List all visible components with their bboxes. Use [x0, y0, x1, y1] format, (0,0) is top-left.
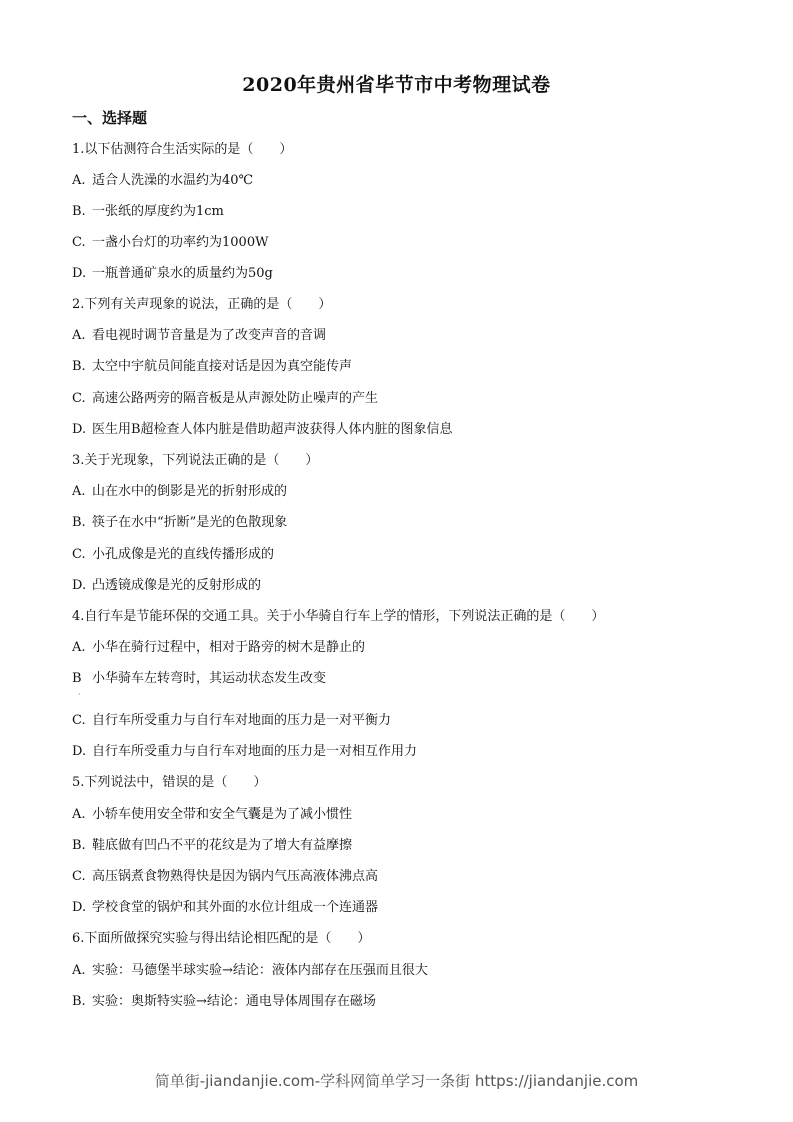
q1-option-b [72, 203, 224, 221]
option-letter: A. [72, 173, 86, 188]
option-letter: A. [72, 328, 86, 343]
option-text: 山在水中的倒影是光的折射形成的 [92, 484, 288, 499]
option-text: 小华骑车左转弯时，其运动状态发生改变 [92, 671, 327, 686]
option-text: 筷子在水中“折断”是光的色散现象 [92, 515, 288, 530]
q4-stem: 4.自行车是节能环保的交通工具。关于小华骑自行车上学的情形，下列说法正确的是（ ） [72, 609, 605, 624]
option-text: 看电视时调节音量是为了改变声音的音调 [92, 328, 327, 343]
q1-option-c [72, 234, 268, 252]
q3-stem: 3.关于光现象，下列说法正确的是（ ） [72, 453, 319, 468]
q5-option-b [72, 837, 352, 855]
option-text: 太空中宇航员间能直接对话是因为真空能传声 [92, 359, 353, 374]
option-letter: C. [72, 869, 86, 884]
q2-stem: 2.下列有关声现象的说法，正确的是（ ） [72, 297, 332, 312]
option-letter: D. [72, 578, 87, 593]
option-text: 实验：奥斯特实验→结论：通电导体周围存在磁场 [92, 994, 376, 1009]
option-text: 高速公路两旁的隔音板是从声源处防止噪声的产生 [92, 391, 379, 406]
q3-option-a [72, 483, 287, 501]
q2-option-c [72, 390, 378, 408]
option-letter: B. [72, 515, 86, 530]
q3-option-d [72, 577, 261, 595]
q4-option-d [72, 743, 417, 761]
section-heading: 一、选择题 [72, 109, 148, 127]
option-text: 小孔成像是光的直线传播形成的 [92, 547, 275, 562]
q5-option-c [72, 868, 378, 886]
option-text: 小华在骑行过程中，相对于路旁的树木是静止的 [92, 640, 366, 655]
option-text: 凸透镜成像是光的反射形成的 [92, 578, 262, 593]
page-title: 2020年贵州省毕节市中考物理试卷 [242, 74, 551, 96]
q5-option-d [72, 899, 378, 917]
option-letter: D. [72, 422, 87, 437]
q2-option-d [72, 421, 453, 439]
option-text: 实验：马德堡半球实验→结论：液体内部存在压强而且很大 [92, 963, 428, 978]
option-text: 医生用B超检查人体内脏是借助超声波获得人体内脏的图象信息 [92, 422, 453, 437]
q4-option-c [72, 712, 391, 730]
option-text: 自行车所受重力与自行车对地面的压力是一对平衡力 [92, 713, 392, 728]
q6-option-b [72, 993, 376, 1011]
q4-option-b [72, 670, 326, 688]
option-letter: D. [72, 900, 87, 915]
q1-option-a [72, 172, 253, 190]
option-text: 适合人洗澡的水温约为40℃ [92, 173, 254, 188]
option-text: 自行车所受重力与自行车对地面的压力是一对相互作用力 [92, 744, 418, 759]
option-letter: A. [72, 484, 86, 499]
q2-option-b [72, 358, 352, 376]
option-text: 一张纸的厚度约为1cm [92, 204, 224, 219]
option-letter: A. [72, 807, 86, 822]
q2-option-a [72, 327, 326, 345]
option-letter: A. [72, 963, 86, 978]
option-letter: B. [72, 359, 86, 374]
option-letter: B. [72, 838, 86, 853]
option-letter: D. [72, 266, 87, 281]
q4-option-a [72, 639, 365, 657]
q1-stem: 1.以下估测符合生活实际的是（ ） [72, 142, 293, 157]
footer-watermark: 简单街-jiandanjie.com-学科网简单学习一条街 https://jiandanjie.com [154, 1072, 639, 1090]
option-text: 一盏小台灯的功率约为1000W [92, 235, 269, 250]
option-letter: C. [72, 235, 86, 250]
q3-option-c [72, 546, 274, 564]
q6-stem: 6.下面所做探究实验与得出结论相匹配的是（ ） [72, 931, 371, 946]
q5-option-a [72, 806, 352, 824]
option-text: 学校食堂的锅炉和其外面的水位计组成一个连通器 [92, 900, 379, 915]
option-letter: C. [72, 391, 86, 406]
option-letter: C. [72, 713, 86, 728]
option-letter: C. [72, 547, 86, 562]
option-letter: B. [72, 204, 86, 219]
option-text: 一瓶普通矿泉水的质量约为50g [92, 266, 273, 281]
option-letter: B. [72, 994, 86, 1009]
option-letter: D. [72, 744, 87, 759]
option-letter: B [72, 671, 82, 686]
option-text: 鞋底做有凹凸不平的花纹是为了增大有益摩擦 [92, 838, 353, 853]
q5-stem: 5.下列说法中，错误的是（ ） [72, 775, 267, 790]
option-letter: A. [72, 640, 86, 655]
option-text: 高压锅煮食物熟得快是因为锅内气压高液体沸点高 [92, 869, 379, 884]
q3-option-b [72, 514, 287, 532]
stray-dot: · [78, 690, 81, 699]
q1-option-d [72, 265, 273, 283]
q6-option-a [72, 962, 428, 980]
option-text: 小轿车使用安全带和安全气囊是为了减小惯性 [92, 807, 353, 822]
